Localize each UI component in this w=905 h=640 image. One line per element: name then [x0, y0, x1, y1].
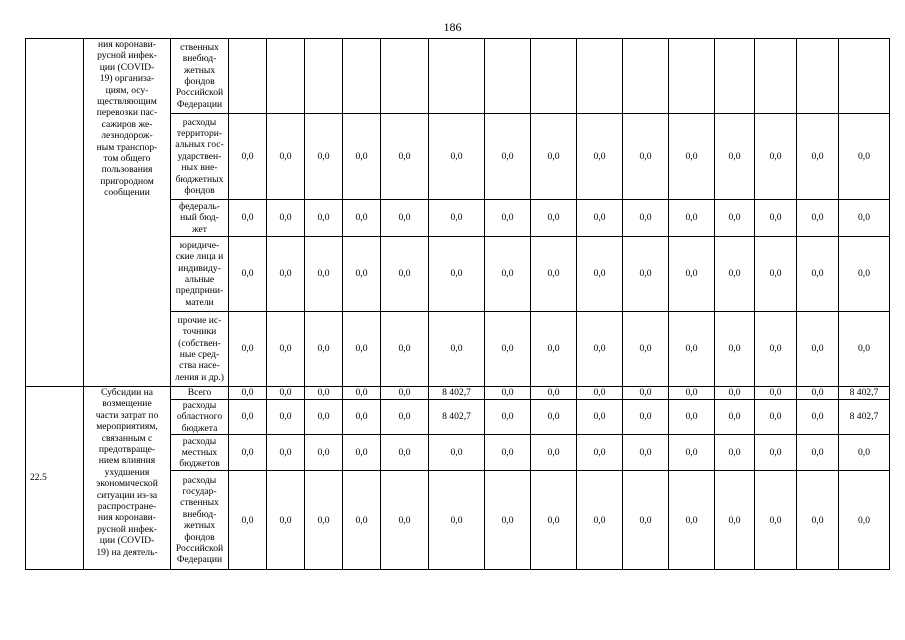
value-cell: 0,0 [343, 400, 381, 435]
value-cell: 0,0 [485, 237, 531, 312]
table-row [26, 39, 890, 114]
value-cell: 0,0 [755, 387, 797, 400]
measure-description: ния коронави- русной инфек- ции (COVID- 19) организа- циям, осу- ществляющим перевозки пас- сажиров же- лезнодорож- ным транспор- том общего пользования пригородном сообщении [84, 39, 171, 387]
funding-source: расходы территори- альных гос- ударствен- ных вне- бюджетных фондов [171, 114, 229, 200]
value-cell: 0,0 [669, 400, 715, 435]
value-cell: 0,0 [669, 387, 715, 400]
value-cell: 0,0 [531, 237, 577, 312]
value-cell [755, 39, 797, 114]
value-cell: 0,0 [229, 312, 267, 387]
value-cell: 0,0 [343, 435, 381, 471]
value-cell: 0,0 [343, 387, 381, 400]
value-cell: 0,0 [485, 400, 531, 435]
value-cell: 8 402,7 [429, 387, 485, 400]
value-cell: 0,0 [755, 114, 797, 200]
value-cell: 0,0 [531, 114, 577, 200]
value-cell: 0,0 [485, 114, 531, 200]
value-cell: 0,0 [531, 200, 577, 237]
value-cell: 0,0 [669, 200, 715, 237]
funding-source: ственных внебюд- жетных фондов Российской Федерации [171, 39, 229, 114]
value-cell: 0,0 [267, 435, 305, 471]
value-cell: 0,0 [229, 400, 267, 435]
value-cell: 0,0 [577, 312, 623, 387]
value-cell: 0,0 [797, 200, 839, 237]
value-cell: 0,0 [755, 435, 797, 471]
page-number: 186 [443, 20, 462, 34]
value-cell: 0,0 [531, 435, 577, 471]
value-cell: 0,0 [381, 312, 429, 387]
value-cell: 0,0 [755, 200, 797, 237]
value-cell: 0,0 [429, 237, 485, 312]
value-cell: 0,0 [755, 237, 797, 312]
value-cell: 0,0 [229, 387, 267, 400]
value-cell: 0,0 [577, 435, 623, 471]
value-cell: 0,0 [229, 435, 267, 471]
value-cell [229, 39, 267, 114]
value-cell: 0,0 [381, 200, 429, 237]
value-cell: 0,0 [755, 400, 797, 435]
value-cell: 0,0 [381, 387, 429, 400]
value-cell: 0,0 [343, 200, 381, 237]
value-cell: 0,0 [305, 387, 343, 400]
value-cell [715, 39, 755, 114]
value-cell: 0,0 [577, 237, 623, 312]
value-cell: 0,0 [381, 114, 429, 200]
funding-source: федераль- ный бюд- жет [171, 200, 229, 237]
value-cell: 0,0 [839, 114, 890, 200]
budget-table-body [26, 39, 890, 570]
value-cell: 0,0 [531, 400, 577, 435]
value-cell: 0,0 [485, 387, 531, 400]
value-cell: 0,0 [755, 312, 797, 387]
value-cell: 0,0 [839, 237, 890, 312]
value-cell: 0,0 [715, 312, 755, 387]
value-cell: 0,0 [839, 312, 890, 387]
funding-source: юридиче- ские лица и индивиду- альные предприни- матели [171, 237, 229, 312]
value-cell: 0,0 [229, 237, 267, 312]
value-cell: 0,0 [577, 471, 623, 570]
value-cell: 0,0 [305, 312, 343, 387]
value-cell [381, 39, 429, 114]
value-cell: 0,0 [229, 200, 267, 237]
value-cell [577, 39, 623, 114]
value-cell: 0,0 [755, 471, 797, 570]
budget-table [25, 38, 890, 570]
value-cell: 0,0 [305, 471, 343, 570]
value-cell: 8 402,7 [839, 387, 890, 400]
value-cell: 0,0 [343, 312, 381, 387]
value-cell [485, 39, 531, 114]
value-cell: 0,0 [531, 312, 577, 387]
funding-source: прочие ис- точники (собствен- ные сред- ства насе- ления и др.) [171, 312, 229, 387]
value-cell: 0,0 [839, 200, 890, 237]
value-cell [531, 39, 577, 114]
funding-source: Всего [171, 387, 229, 400]
value-cell: 0,0 [623, 471, 669, 570]
table-row [26, 387, 890, 400]
value-cell: 0,0 [839, 435, 890, 471]
value-cell: 0,0 [715, 435, 755, 471]
value-cell: 0,0 [229, 114, 267, 200]
value-cell: 0,0 [797, 237, 839, 312]
value-cell: 0,0 [715, 471, 755, 570]
value-cell: 0,0 [797, 312, 839, 387]
value-cell: 0,0 [305, 200, 343, 237]
value-cell: 0,0 [669, 114, 715, 200]
value-cell: 0,0 [429, 200, 485, 237]
value-cell: 0,0 [267, 471, 305, 570]
value-cell: 0,0 [715, 114, 755, 200]
funding-source: расходы областного бюджета [171, 400, 229, 435]
value-cell [623, 39, 669, 114]
value-cell: 0,0 [577, 400, 623, 435]
value-cell: 0,0 [485, 435, 531, 471]
value-cell: 0,0 [797, 400, 839, 435]
value-cell: 0,0 [623, 237, 669, 312]
value-cell: 0,0 [267, 237, 305, 312]
value-cell: 0,0 [577, 200, 623, 237]
value-cell [429, 39, 485, 114]
value-cell: 0,0 [305, 237, 343, 312]
value-cell: 0,0 [267, 387, 305, 400]
value-cell: 0,0 [267, 200, 305, 237]
value-cell [669, 39, 715, 114]
value-cell: 0,0 [305, 400, 343, 435]
value-cell: 0,0 [669, 312, 715, 387]
value-cell: 0,0 [229, 471, 267, 570]
row-index [26, 39, 84, 387]
value-cell: 0,0 [429, 435, 485, 471]
value-cell: 0,0 [485, 200, 531, 237]
value-cell [797, 39, 839, 114]
value-cell: 0,0 [267, 400, 305, 435]
value-cell: 0,0 [485, 471, 531, 570]
value-cell [305, 39, 343, 114]
value-cell: 0,0 [429, 312, 485, 387]
value-cell: 0,0 [623, 312, 669, 387]
value-cell: 0,0 [267, 312, 305, 387]
value-cell: 0,0 [305, 435, 343, 471]
value-cell: 0,0 [381, 237, 429, 312]
value-cell: 0,0 [531, 387, 577, 400]
value-cell: 8 402,7 [429, 400, 485, 435]
value-cell: 0,0 [715, 400, 755, 435]
value-cell: 0,0 [715, 387, 755, 400]
value-cell: 0,0 [343, 114, 381, 200]
value-cell: 0,0 [797, 387, 839, 400]
value-cell: 0,0 [623, 387, 669, 400]
value-cell: 0,0 [715, 200, 755, 237]
value-cell: 0,0 [381, 471, 429, 570]
value-cell: 0,0 [381, 400, 429, 435]
value-cell: 0,0 [577, 114, 623, 200]
value-cell: 0,0 [381, 435, 429, 471]
value-cell: 0,0 [623, 400, 669, 435]
value-cell: 0,0 [669, 471, 715, 570]
value-cell: 0,0 [623, 435, 669, 471]
value-cell: 8 402,7 [839, 400, 890, 435]
value-cell: 0,0 [267, 114, 305, 200]
value-cell [343, 39, 381, 114]
row-index: 22.5 [26, 387, 84, 570]
value-cell: 0,0 [305, 114, 343, 200]
value-cell: 0,0 [343, 471, 381, 570]
value-cell: 0,0 [343, 237, 381, 312]
value-cell: 0,0 [531, 471, 577, 570]
value-cell: 0,0 [797, 471, 839, 570]
value-cell [267, 39, 305, 114]
value-cell: 0,0 [669, 237, 715, 312]
value-cell: 0,0 [797, 114, 839, 200]
value-cell: 0,0 [669, 435, 715, 471]
value-cell: 0,0 [577, 387, 623, 400]
value-cell: 0,0 [623, 200, 669, 237]
funding-source: расходы местных бюджетов [171, 435, 229, 471]
measure-description: Субсидии на возмещение части затрат по мероприятиям, связанным с предотвраще- нием влияния ухудшения экономической ситуации из-за распростране- ния коронави- русной инфек- ции (COVID- 19) на деятель- [84, 387, 171, 570]
funding-source: расходы государ- ственных внебюд- жетных фондов Российской Федерации [171, 471, 229, 570]
value-cell: 0,0 [485, 312, 531, 387]
value-cell: 0,0 [797, 435, 839, 471]
value-cell: 0,0 [715, 237, 755, 312]
value-cell: 0,0 [623, 114, 669, 200]
value-cell: 0,0 [429, 471, 485, 570]
value-cell: 0,0 [429, 114, 485, 200]
value-cell: 0,0 [839, 471, 890, 570]
value-cell [839, 39, 890, 114]
